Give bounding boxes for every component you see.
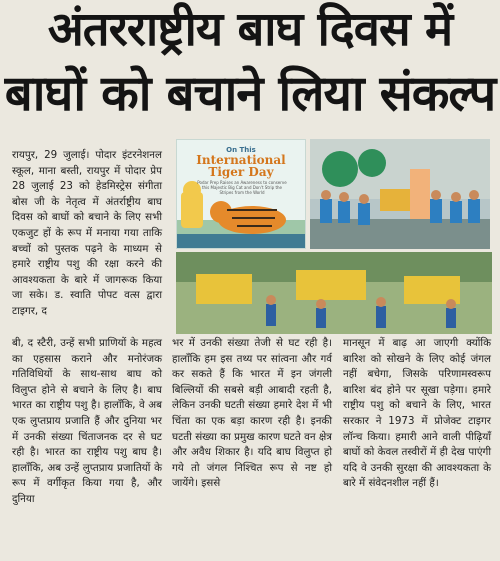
students-group-photo	[310, 139, 490, 249]
poster-on-this: On This	[226, 146, 256, 154]
bus-photo-icon	[176, 252, 492, 334]
article-column-1: बी, द स्टैरी, उन्हें सभी प्राणियों के महत्व का एहसास कराने और मनोरंजक गतिविधियों के साथ-साथ बाघ को विलुप्त होने से बचाने के लिए है। बाघ भारत का राष्ट्रीय पशु है। हालाँकि, वे अब एक लुप्तप्राय प्रजाति हैं और दुनिया भर में उनकी संख्या चिंताजनक दर से घट रही है। भारत का राष्ट्रीय पशु बाघ है। हालाँकि, अब उन्हें लुप्तप्राय प्रजातियों के रूप में वर्गीकृत किया गया है, और दुनिया	[12, 337, 162, 505]
poster-subtitle: Podar Prep Raises an Awareness to conserve this Majestic Big Cat and Don't Strip the Stripes from the World	[197, 180, 287, 195]
article-column-2: भर में उनकी संख्या तेजी से घट रही है। हालाँकि हम इस तथ्य पर सांत्वना और गर्व कर सकते हैं कि भारत में इन जंगली बिल्लियों की सबसे बड़ी आबादी रहती है, लेकिन उनकी घटती संख्या हमारे देश में भी चिंता का एक बड़ा कारण रही है। इनकी घटती संख्या का प्रमुख कारण घटते वन क्षेत्र और अवैध शिकार है। यदि बाघ विलुप्त हो गये तो जंगल निश्चित रूप से नष्ट हो जायेंगे। इससे	[172, 337, 332, 490]
poster-title: International Tiger Day	[196, 153, 286, 179]
students-photo-icon	[310, 139, 490, 249]
school-bus-photo	[176, 252, 492, 334]
article-column-3: मानसून में बाढ़ आ जाएगी क्योंकि बारिश को सोखने के लिए कोई जंगल नहीं बचेगा, जिसके परिणामस्वरूप बारिश बंद होने पर सूखा पड़ेगा। हमारे राष्ट्रीय पशु को बचाने के लिए, भारत सरकार ने 1973 में प्रोजेक्ट टाइगर लॉन्च किया। हमारी आने वाली पीढ़ियाँ बाघों को केवल तस्वीरों में ही देख पाएंगी यदि वे उनकी सुरक्षा की आवश्यकता के बारे में संवेदनशील नहीं हैं।	[343, 337, 491, 490]
article-intro-column: रायपुर, 29 जुलाई। पोदार इंटरनेशनल स्कूल, माना बस्ती, रायपुर में पोदार प्रेप 28 जुलाई 23 को हेडमिस्ट्रेस संगीता बोस जी के नेतृत्व में अंतर्राष्ट्रीय बाघ दिवस को बाघों को बचाने के लिए सभी एकजुट हों के रूप में मनाया गया ताकि बच्चों को पुस्तक पढ़ने के माध्यम से हमारे राष्ट्रीय पशु की रक्षा करने की आवश्यकता के बारे में जागरूक किया जा सके। ड. स्वाति पोपट वत्स द्वारा टाइगर, द	[12, 149, 162, 317]
tiger-day-poster-photo	[176, 139, 306, 249]
headline-line-2: बाघों को बचाने लिया संकल्प	[4, 65, 496, 122]
headline-line-1: अंतरराष्ट्रीय बाघ दिवस में	[47, 2, 453, 57]
